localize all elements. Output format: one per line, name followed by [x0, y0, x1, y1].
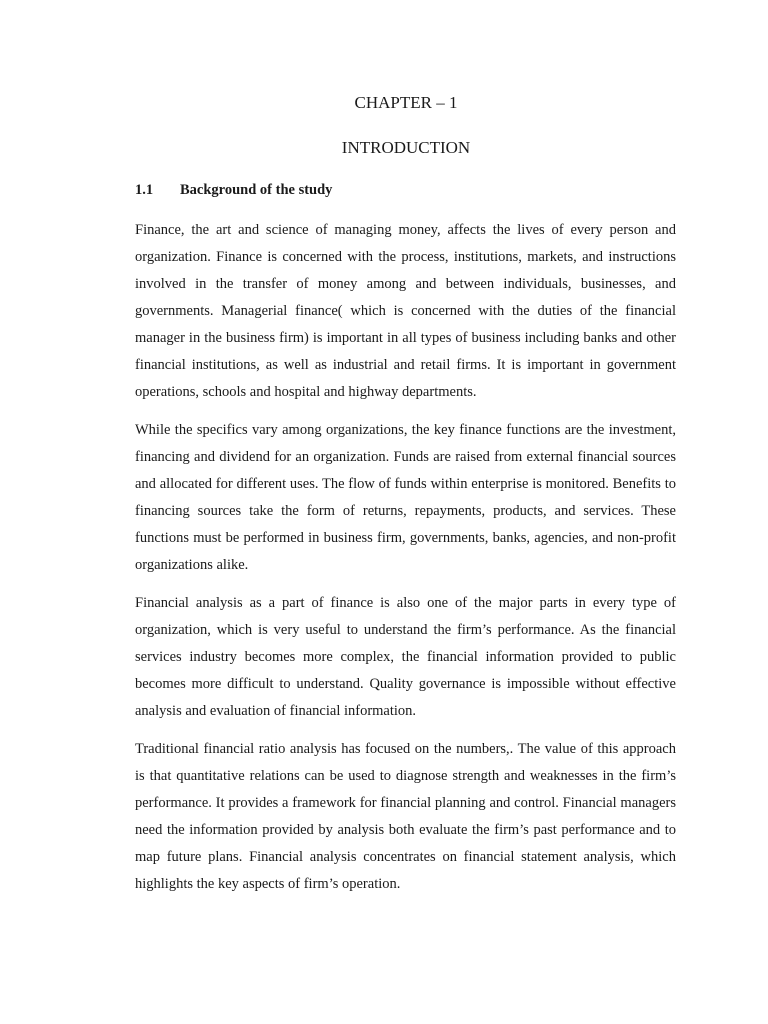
paragraph: While the specifics vary among organizations, the key finance functions are the investment, financing and dividend for an organization. Funds are raised from external financial sources and allocated for different uses. The flow of funds within enterprise is monitored. Benefits to financing sources take the form of returns, repayments, products, and services. These functions must be performed in business firm, governments, banks, agencies, and non-profit organizations alike. [135, 422, 676, 573]
section-heading [135, 180, 332, 200]
body-text [135, 217, 676, 909]
chapter-number: CHAPTER – 1 [354, 93, 458, 112]
chapter-title: INTRODUCTION [341, 138, 471, 157]
section-title: Background of the study [180, 182, 333, 198]
paragraph: Finance, the art and science of managing money, affects the lives of every person and organization. Finance is concerned with the process, institutions, markets, and instructions involved in the transfer of money among and between individuals, businesses, and governments. Managerial finance( which is concerned with the duties of the financial manager in the business firm) is important in all types of business including banks and other financial institutions, as well as industrial and retail firms. It is important in government operations, schools and hospital and highway departments. [135, 222, 676, 400]
paragraph: Traditional financial ratio analysis has focused on the numbers,. The value of this approach is that quantitative relations can be used to diagnose strength and weaknesses in the firm’s performance. It provides a framework for financial planning and control. Financial managers need the information provided by analysis both evaluate the firm’s past performance and to map future plans. Financial analysis concentrates on financial statement analysis, which highlights the key aspects of firm’s operation. [135, 741, 676, 892]
paragraph: Financial analysis as a part of finance is also one of the major parts in every type of organization, which is very useful to understand the firm’s performance. As the financial services industry becomes more complex, the financial information provided to public becomes more difficult to understand. Quality governance is impossible without effective analysis and evaluation of financial information. [135, 595, 676, 719]
section-number: 1.1 [135, 182, 154, 198]
